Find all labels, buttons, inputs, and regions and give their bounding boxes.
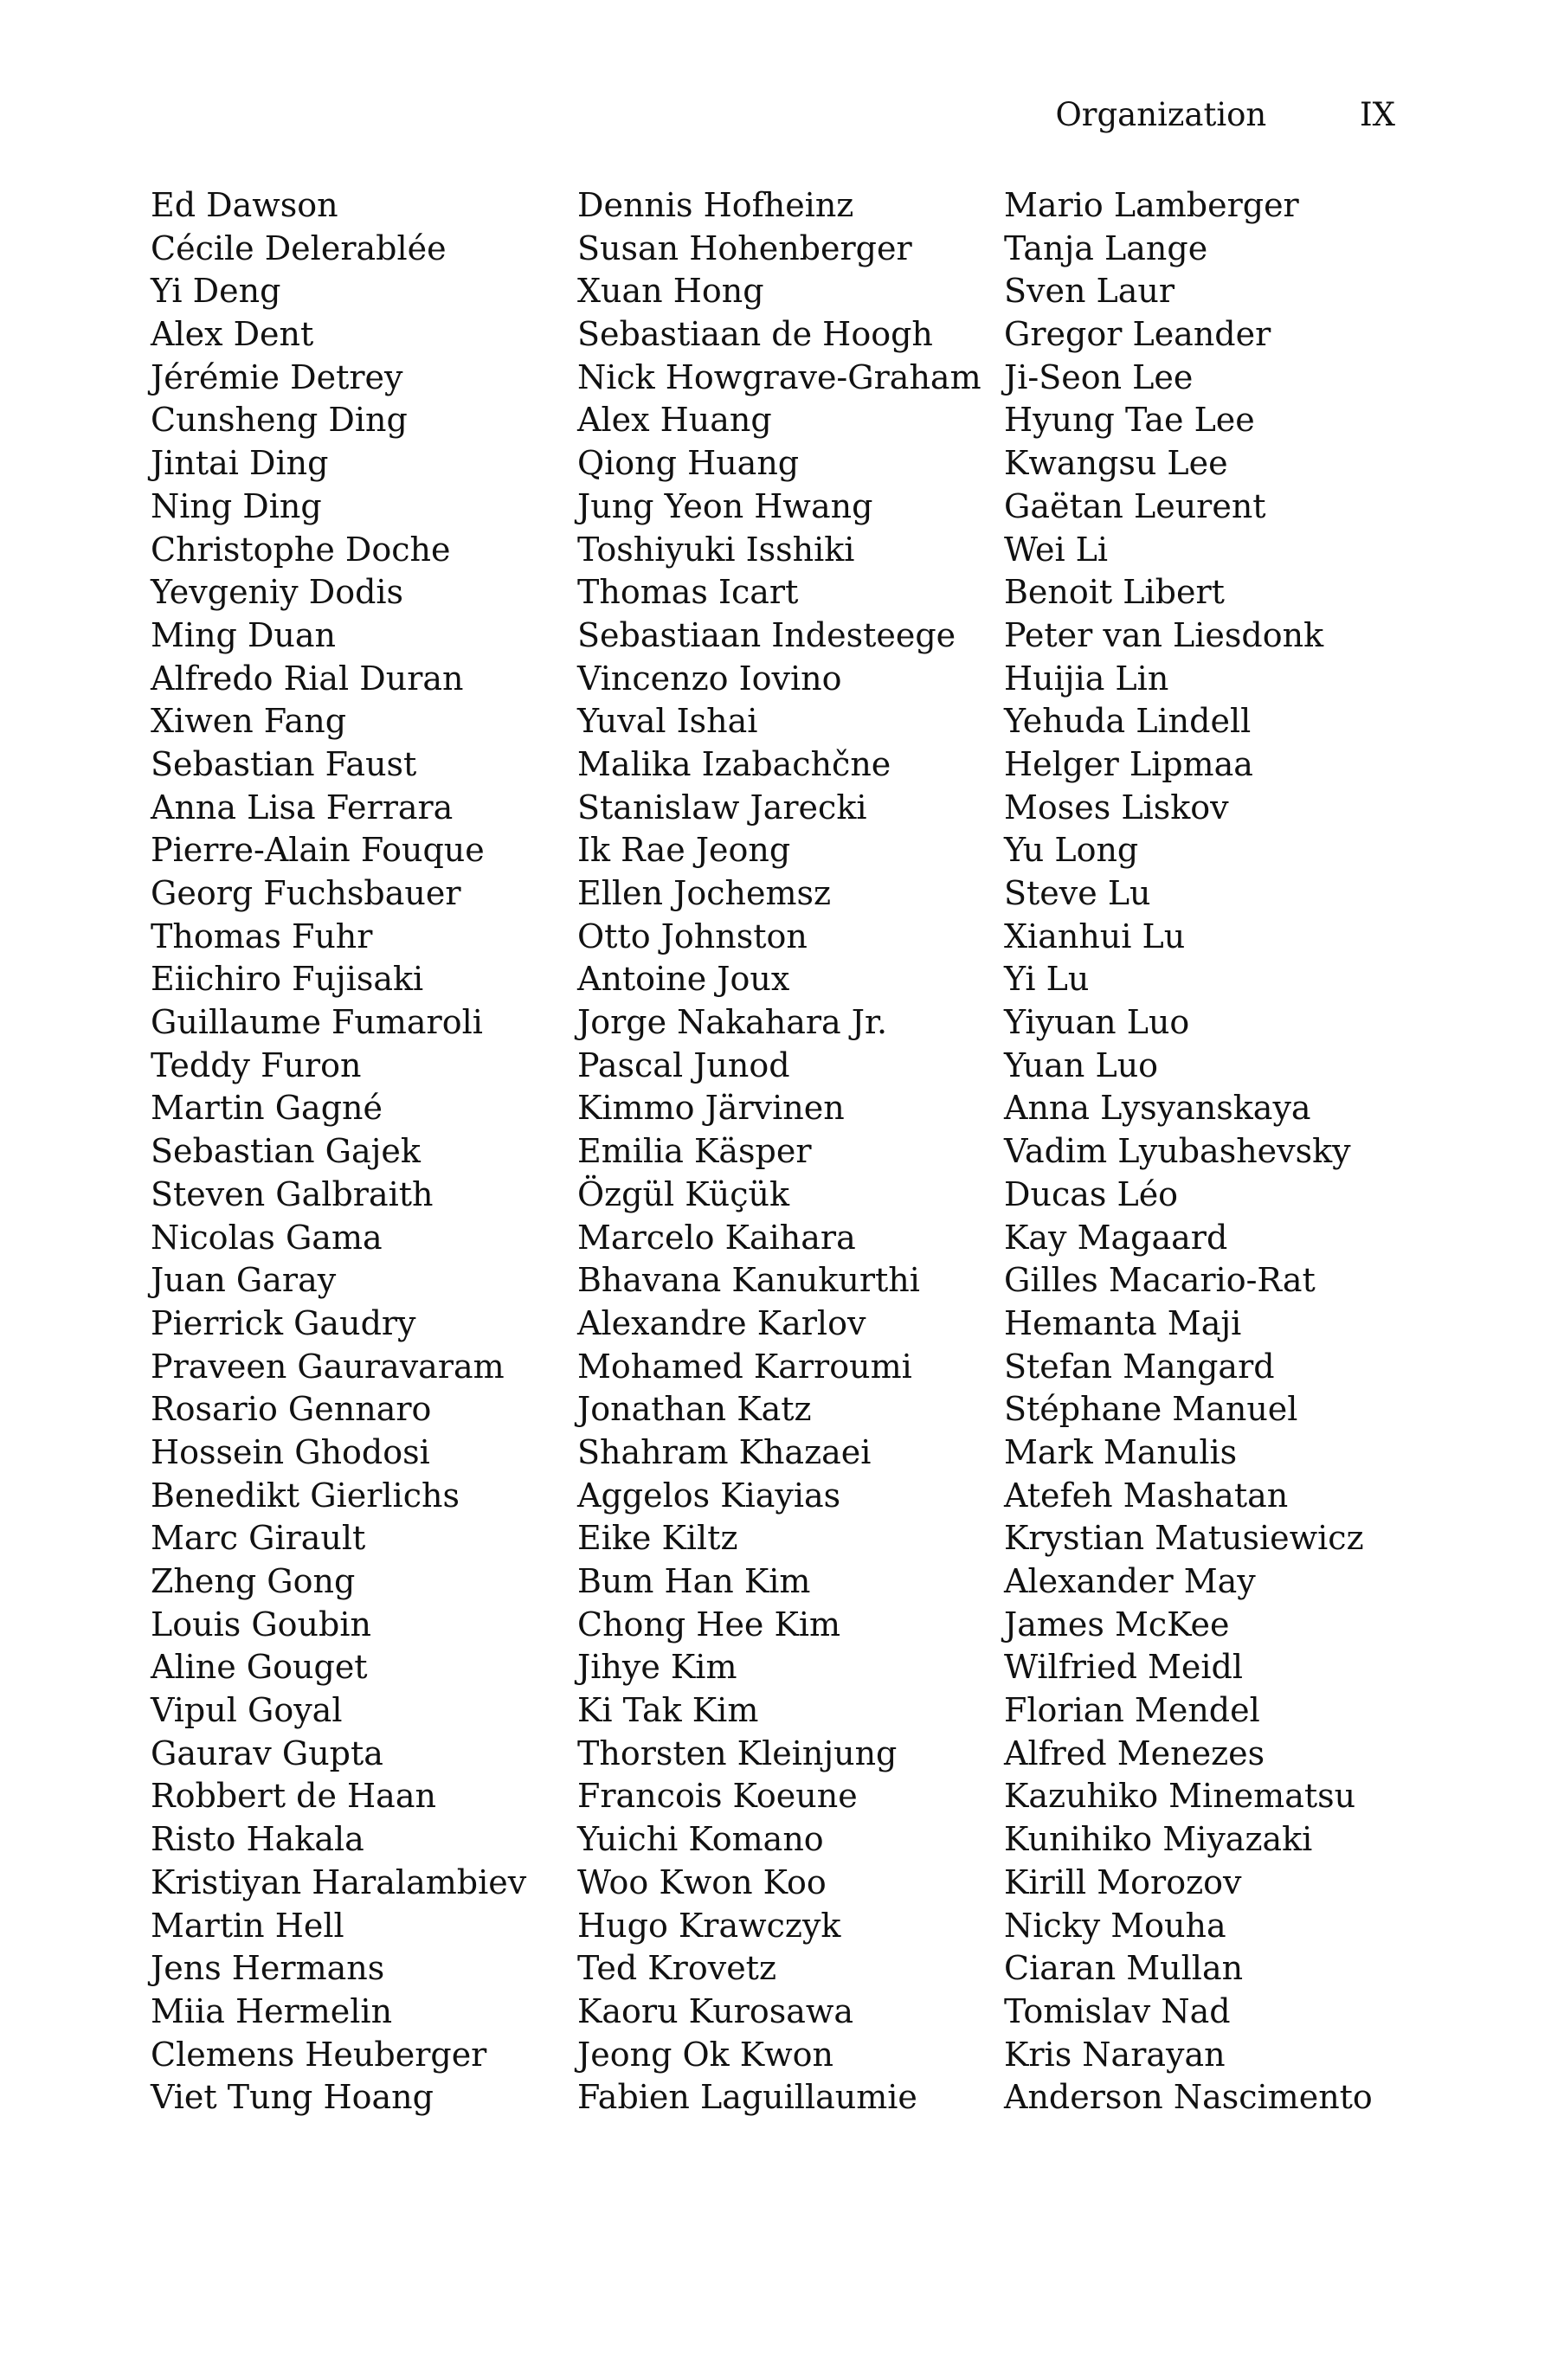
name-entry: Georg Fuchsbauer xyxy=(151,874,461,912)
name-entry: Anna Lisa Ferrara xyxy=(151,788,454,827)
name-entry: Pierre-Alain Fouque xyxy=(151,831,485,870)
name-entry: Otto Johnston xyxy=(577,917,808,955)
name-entry: Jeong Ok Kwon xyxy=(577,2035,834,2074)
name-entry: Pascal Junod xyxy=(577,1045,790,1084)
name-entry: Antoine Joux xyxy=(577,960,790,999)
name-entry: Steven Galbraith xyxy=(151,1174,434,1213)
name-entry: Anderson Nascimento xyxy=(1004,2078,1373,2117)
name-entry: Rosario Gennaro xyxy=(151,1390,432,1429)
name-entry: Hossein Ghodosi xyxy=(151,1432,430,1471)
name-entry: Jorge Nakahara Jr. xyxy=(577,1003,888,1042)
name-entry: Mohamed Karroumi xyxy=(577,1347,912,1386)
name-entry: Dennis Hofheinz xyxy=(577,186,854,224)
name-entry: Marc Girault xyxy=(151,1519,366,1558)
name-entry: Sebastiaan de Hoogh xyxy=(577,315,933,354)
name-entry: Alfredo Rial Duran xyxy=(151,659,464,698)
name-entry: Benedikt Gierlichs xyxy=(151,1476,460,1515)
name-entry: Kirill Morozov xyxy=(1004,1862,1242,1901)
name-entry: Martin Gagné xyxy=(151,1089,383,1128)
name-entry: Vincenzo Iovino xyxy=(577,659,842,698)
name-entry: Ted Krovetz xyxy=(577,1949,776,1988)
name-entry: Zheng Gong xyxy=(151,1562,356,1600)
name-entry: Ellen Jochemsz xyxy=(577,874,831,912)
name-entry: Aline Gouget xyxy=(151,1648,368,1687)
name-entry: Anna Lysyanskaya xyxy=(1004,1089,1311,1128)
name-entry: Alex Dent xyxy=(151,315,314,354)
name-entry: Jung Yeon Hwang xyxy=(577,486,873,525)
name-entry: Susan Hohenberger xyxy=(577,228,912,267)
name-entry: Chong Hee Kim xyxy=(577,1605,841,1643)
name-entry: Kristiyan Haralambiev xyxy=(151,1862,527,1901)
name-entry: Aggelos Kiayias xyxy=(577,1476,841,1515)
name-entry: Yevgeniy Dodis xyxy=(151,573,404,612)
name-entry: Gaëtan Leurent xyxy=(1004,486,1266,525)
name-entry: Xianhui Lu xyxy=(1004,917,1186,955)
name-entry: Robbert de Haan xyxy=(151,1777,436,1816)
name-entry: Thorsten Kleinjung xyxy=(577,1734,898,1772)
name-entry: Ducas Léo xyxy=(1004,1174,1179,1213)
name-entry: Nick Howgrave-Graham xyxy=(577,357,981,396)
name-entry: Kris Narayan xyxy=(1004,2035,1226,2074)
name-entry: Krystian Matusiewicz xyxy=(1004,1519,1364,1558)
name-entry: Özgül Küçük xyxy=(577,1174,790,1213)
name-entry: Vadim Lyubashevsky xyxy=(1004,1132,1351,1171)
name-entry: Kimmo Järvinen xyxy=(577,1089,845,1128)
name-entry: Nicky Mouha xyxy=(1004,1906,1226,1945)
name-entry: Ciaran Mullan xyxy=(1004,1949,1244,1988)
name-entry: Ki Tak Kim xyxy=(577,1691,759,1730)
name-entry: Stanislaw Jarecki xyxy=(577,788,867,827)
name-entry: Kwangsu Lee xyxy=(1004,444,1228,483)
name-entry: Marcelo Kaihara xyxy=(577,1218,856,1257)
name-entry: Hemanta Maji xyxy=(1004,1303,1242,1342)
name-entry: Ning Ding xyxy=(151,486,322,525)
name-entry: Louis Goubin xyxy=(151,1605,371,1643)
name-entry: Yuval Ishai xyxy=(577,702,758,741)
name-entry: Hyung Tae Lee xyxy=(1004,401,1255,440)
name-entry: Cécile Delerablée xyxy=(151,228,447,267)
name-entry: Eiichiro Fujisaki xyxy=(151,960,424,999)
name-entry: Sebastian Faust xyxy=(151,744,417,783)
name-entry: Risto Hakala xyxy=(151,1820,364,1859)
name-entry: Vipul Goyal xyxy=(151,1691,343,1730)
name-entry: Tanja Lange xyxy=(1004,228,1208,267)
name-entry: Clemens Heuberger xyxy=(151,2035,487,2074)
name-entry: Kunihiko Miyazaki xyxy=(1004,1820,1313,1859)
section-title: Organization xyxy=(1055,96,1267,133)
name-entry: Mario Lamberger xyxy=(1004,186,1299,224)
name-entry: Yuichi Komano xyxy=(577,1820,824,1859)
name-entry: Shahram Khazaei xyxy=(577,1432,872,1471)
name-entry: Guillaume Fumaroli xyxy=(151,1003,483,1042)
name-entry: Huijia Lin xyxy=(1004,659,1169,698)
name-entry: Tomislav Nad xyxy=(1004,1991,1231,2030)
name-entry: Ed Dawson xyxy=(151,186,338,224)
name-entry: Nicolas Gama xyxy=(151,1218,383,1257)
name-column-2 xyxy=(577,184,981,2119)
name-entry: Benoit Libert xyxy=(1004,573,1225,612)
name-entry: Francois Koeune xyxy=(577,1777,858,1816)
name-entry: Helger Lipmaa xyxy=(1004,744,1253,783)
running-head xyxy=(1055,93,1395,137)
name-entry: Jonathan Katz xyxy=(577,1390,812,1429)
name-entry: Bum Han Kim xyxy=(577,1562,811,1600)
name-entry: Yiyuan Luo xyxy=(1004,1003,1190,1042)
name-entry: Moses Liskov xyxy=(1004,788,1229,827)
name-entry: Viet Tung Hoang xyxy=(151,2078,434,2117)
name-entry: Stefan Mangard xyxy=(1004,1347,1275,1386)
name-entry: Gregor Leander xyxy=(1004,315,1271,354)
name-entry: Malika Izabachčne xyxy=(577,744,891,783)
name-entry: Fabien Laguillaumie xyxy=(577,2078,917,2117)
name-entry: Jens Hermans xyxy=(151,1949,385,1988)
name-entry: Jérémie Detrey xyxy=(151,357,403,396)
name-entry: Alfred Menezes xyxy=(1004,1734,1265,1772)
name-entry: Eike Kiltz xyxy=(577,1519,738,1558)
name-entry: Emilia Käsper xyxy=(577,1132,812,1171)
name-entry: Yi Deng xyxy=(151,272,281,311)
name-entry: Jihye Kim xyxy=(577,1648,737,1687)
name-entry: Yu Long xyxy=(1004,831,1139,870)
name-entry: Florian Mendel xyxy=(1004,1691,1260,1730)
name-entry: Gilles Macario-Rat xyxy=(1004,1261,1316,1300)
name-entry: Teddy Furon xyxy=(151,1045,362,1084)
name-entry: Xuan Hong xyxy=(577,272,764,311)
name-entry: Stéphane Manuel xyxy=(1004,1390,1298,1429)
name-entry: Yehuda Lindell xyxy=(1004,702,1252,741)
name-entry: Martin Hell xyxy=(151,1906,344,1945)
name-entry: Cunsheng Ding xyxy=(151,401,408,440)
name-entry: Ming Duan xyxy=(151,615,337,654)
name-entry: Juan Garay xyxy=(151,1261,337,1300)
name-entry: Sebastiaan Indesteege xyxy=(577,615,956,654)
name-entry: Ik Rae Jeong xyxy=(577,831,791,870)
name-entry: Pierrick Gaudry xyxy=(151,1303,416,1342)
name-entry: Sven Laur xyxy=(1004,272,1175,311)
name-entry: Thomas Fuhr xyxy=(151,917,373,955)
name-entry: Mark Manulis xyxy=(1004,1432,1238,1471)
name-entry: Alexandre Karlov xyxy=(577,1303,866,1342)
name-entry: Woo Kwon Koo xyxy=(577,1862,827,1901)
name-entry: Yuan Luo xyxy=(1004,1045,1159,1084)
name-entry: Toshiyuki Isshiki xyxy=(577,530,855,569)
name-entry: Qiong Huang xyxy=(577,444,800,483)
page-number: IX xyxy=(1360,96,1395,133)
name-column-3 xyxy=(1004,184,1373,2119)
name-entry: Alex Huang xyxy=(577,401,772,440)
name-entry: Alexander May xyxy=(1004,1562,1256,1600)
name-entry: Kaoru Kurosawa xyxy=(577,1991,854,2030)
name-entry: Jintai Ding xyxy=(151,444,329,483)
name-entry: Thomas Icart xyxy=(577,573,799,612)
name-entry: Bhavana Kanukurthi xyxy=(577,1261,920,1300)
name-entry: Atefeh Mashatan xyxy=(1004,1476,1289,1515)
name-entry: Gaurav Gupta xyxy=(151,1734,383,1772)
name-entry: Wei Li xyxy=(1004,530,1109,569)
name-entry: James McKee xyxy=(1004,1605,1230,1643)
name-entry: Peter van Liesdonk xyxy=(1004,615,1324,654)
name-entry: Ji-Seon Lee xyxy=(1004,357,1194,396)
name-entry: Miia Hermelin xyxy=(151,1991,393,2030)
name-entry: Praveen Gauravaram xyxy=(151,1347,505,1386)
name-entry: Hugo Krawczyk xyxy=(577,1906,841,1945)
name-entry: Steve Lu xyxy=(1004,874,1151,912)
name-entry: Xiwen Fang xyxy=(151,702,347,741)
name-entry: Kay Magaard xyxy=(1004,1218,1228,1257)
name-entry: Kazuhiko Minematsu xyxy=(1004,1777,1356,1816)
name-column-1 xyxy=(151,184,526,2119)
name-entry: Sebastian Gajek xyxy=(151,1132,421,1171)
name-entry: Christophe Doche xyxy=(151,530,451,569)
name-entry: Wilfried Meidl xyxy=(1004,1648,1244,1687)
name-entry: Yi Lu xyxy=(1004,960,1090,999)
